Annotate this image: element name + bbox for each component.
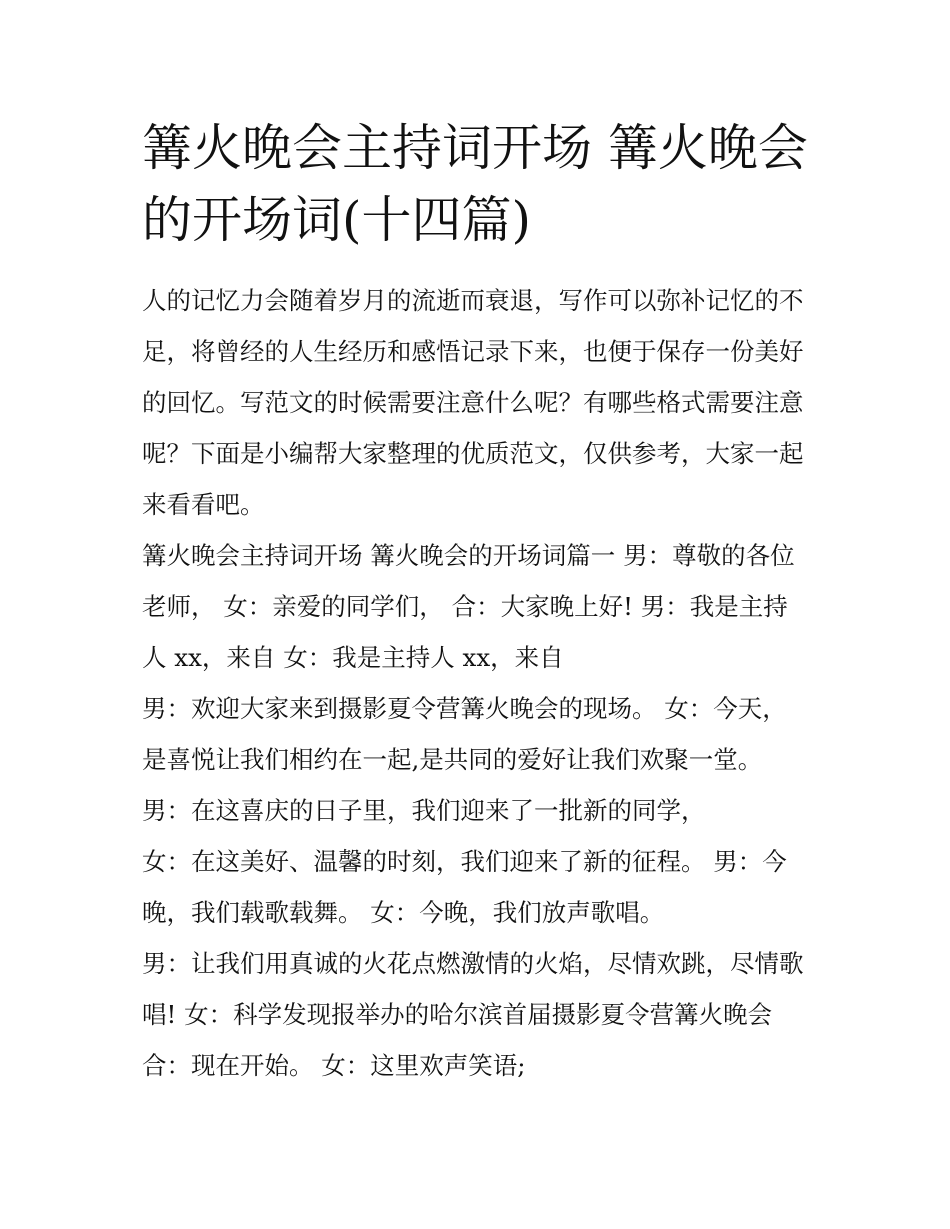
intro-paragraph: 人的记忆力会随着岁月的流逝而衰退，写作可以弥补记忆的不足，将曾经的人生经历和感悟记录下来，也便于保存一份美好的回忆。写范文的时候需要注意什么呢？有哪些格式需要注意呢？下面是小编帮大家整理的优质范文，仅供参考，大家一起来看看吧。 <box>142 286 804 519</box>
script-line: 女：在这美好、温馨的时刻，我们迎来了新的征程。 男：今 <box>142 847 787 876</box>
script-line: 晚，我们载歌载舞。 女：今晚，我们放声歌唱。 <box>142 898 665 927</box>
script-line: 男：在这喜庆的日子里，我们迎来了一批新的同学， <box>142 796 706 825</box>
script-line: 男：让我们用真诚的火花点燃激情的火焰，尽情欢跳，尽情歌 <box>142 949 804 978</box>
script-line: 唱! 女：科学发现报举办的哈尔滨首届摄影夏令营篝火晚会 <box>142 1000 773 1029</box>
script-line: 老师， 女：亲爱的同学们， 合：大家晚上好! 男：我是主持 <box>142 592 788 621</box>
script-line: 人 xx，来自 女：我是主持人 xx，来自 <box>142 643 564 672</box>
document-title: 篝火晚会主持词开场 篝火晚会的开场词(十四篇) <box>142 119 808 249</box>
script-line: 男：欢迎大家来到摄影夏令营篝火晚会的现场。 女：今天， <box>142 694 787 723</box>
script-line: 合：现在开始。 女：这里欢声笑语; <box>142 1051 526 1080</box>
script-line: 是喜悦让我们相约在一起,是共同的爱好让我们欢聚一堂。 <box>142 745 763 774</box>
script-line: 篝火晚会主持词开场 篝火晚会的开场词篇一 男：尊敬的各位 <box>142 541 795 570</box>
